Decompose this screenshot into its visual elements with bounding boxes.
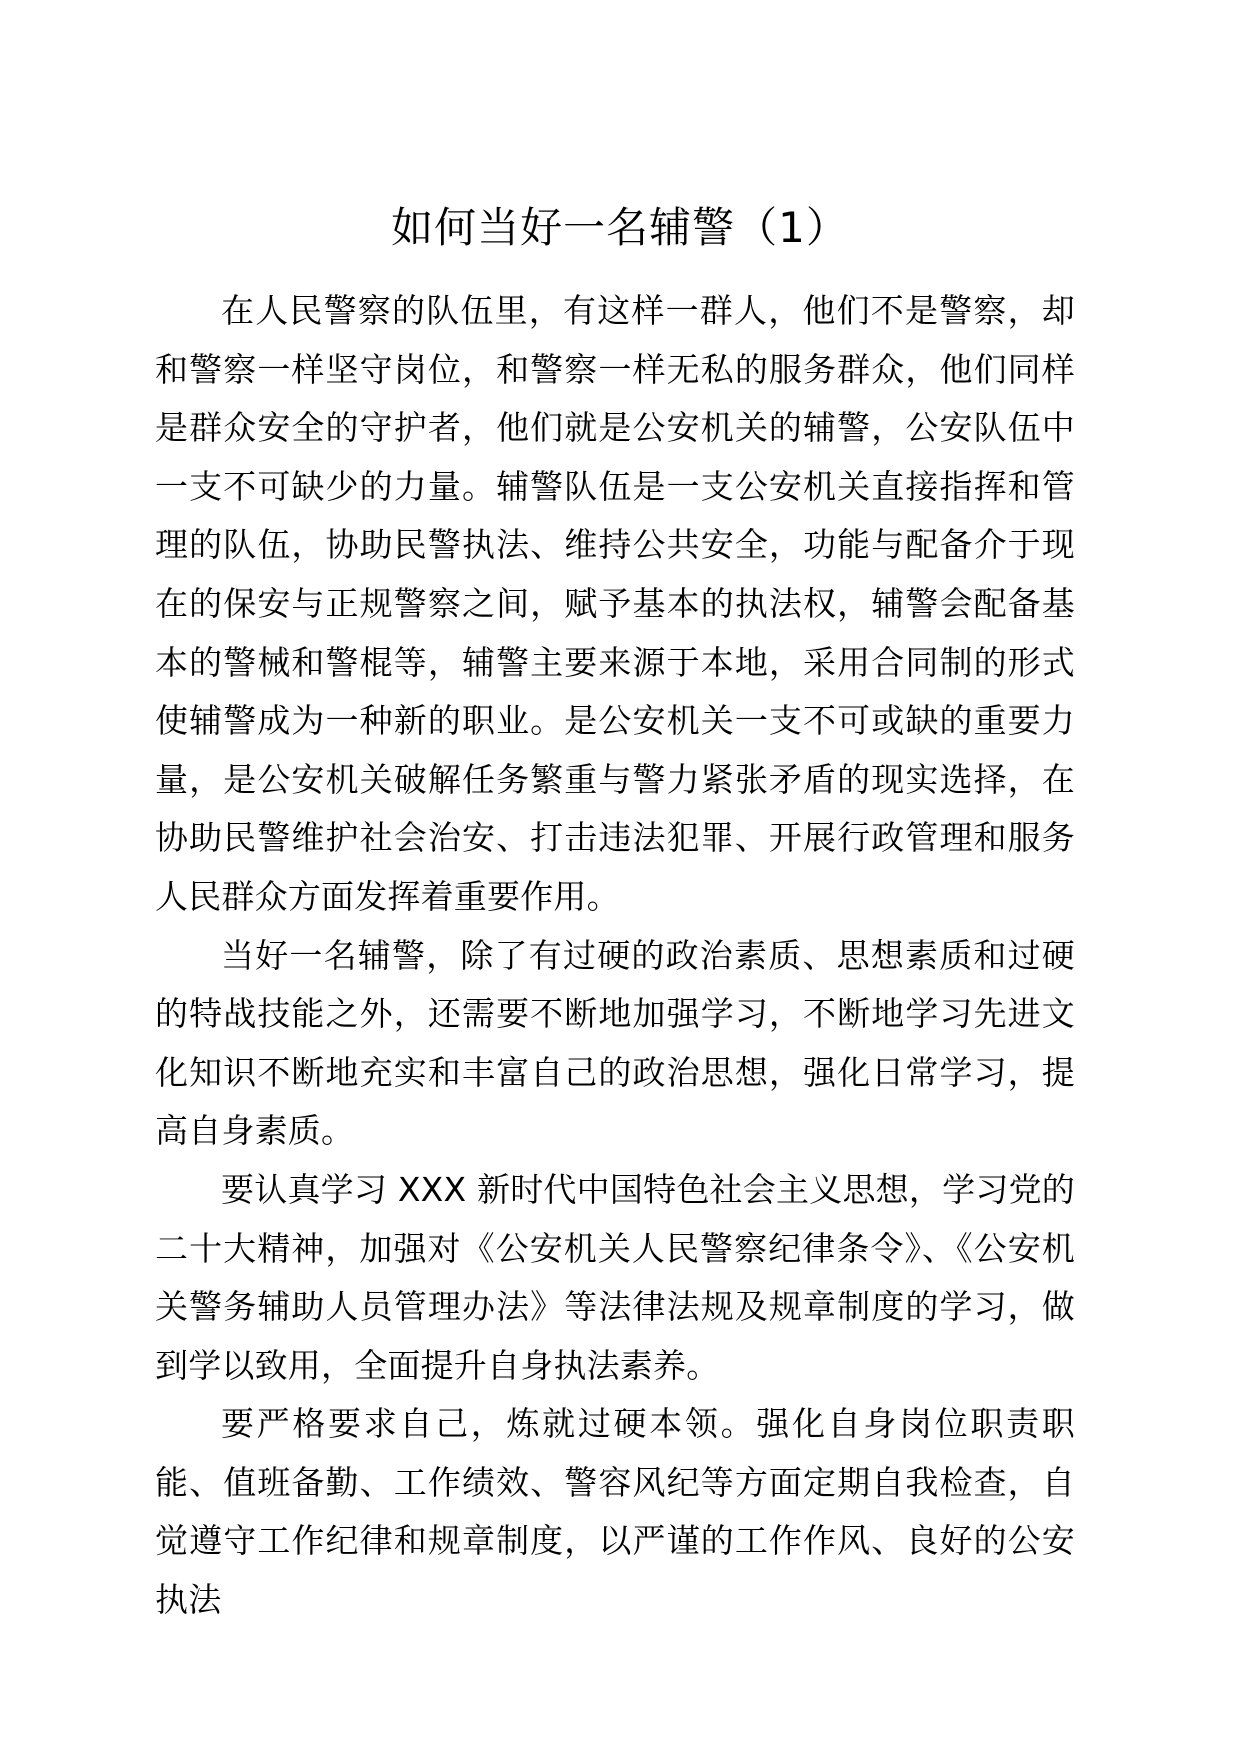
- paragraph-study: 当好一名辅警，除了有过硬的政治素质、思想素质和过硬的特战技能之外，还需要不断地加强学习，不断地学习先进文化知识不断地充实和丰富自己的政治思想，强化日常学习，提高自身素质。: [155, 935, 1075, 1151]
- paragraph-theory: 要认真学习 XXX 新时代中国特色社会主义思想，学习党的二十大精神，加强对《公安机关人民警察纪律条令》、《公安机关警务辅助人员管理办法》等法律法规及规章制度的学习，做到学以致用，全面提升自身执法素养。: [155, 1169, 1075, 1385]
- document-title: 如何当好一名辅警（1）: [391, 203, 849, 252]
- document-body: [155, 282, 1075, 1630]
- paragraph-discipline: 要严格要求自己，炼就过硬本领。强化自身岗位职责职能、值班备勤、工作绩效、警容风纪等方面定期自我检查，自觉遵守工作纪律和规章制度，以严谨的工作作风、良好的公安执法: [155, 1404, 1075, 1620]
- paragraph-intro: 在人民警察的队伍里，有这样一群人，他们不是警察，却和警察一样坚守岗位，和警察一样无私的服务群众，他们同样是群众安全的守护者，他们就是公安机关的辅警，公安队伍中一支不可缺少的力量。辅警队伍是一支公安机关直接指挥和管理的队伍，协助民警执法、维持公共安全，功能与配备介于现在的保安与正规警察之间，赋予基本的执法权，辅警会配备基本的警械和警棍等，辅警主要来源于本地，采用合同制的形式使辅警成为一种新的职业。是公安机关一支不可或缺的重要力量，是公安机关破解任务繁重与警力紧张矛盾的现实选择，在协助民警维护社会治安、打击违法犯罪、开展行政管理和服务人民群众方面发挥着重要作用。: [155, 291, 1075, 916]
